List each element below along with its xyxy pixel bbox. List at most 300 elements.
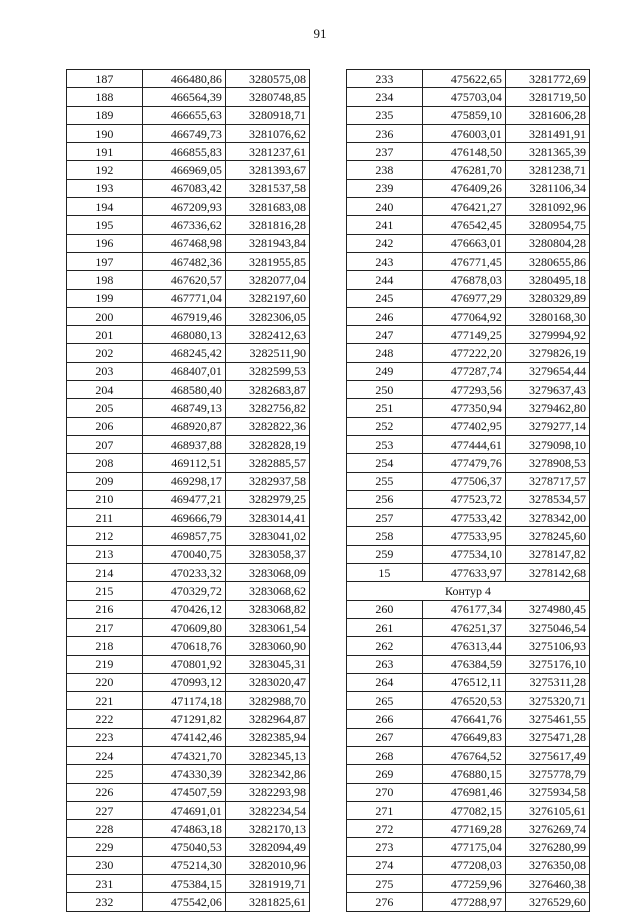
table-row [347,545,590,563]
coord-x: 477444,61 [422,435,505,453]
table-row [67,179,310,197]
coord-x: 477402,95 [422,417,505,435]
table-row [67,509,310,527]
point-number: 272 [347,820,423,838]
point-number: 260 [347,600,423,618]
table-row [347,161,590,179]
point-number: 217 [67,618,143,636]
coord-y: 3276529,60 [505,893,589,911]
coord-y: 3280575,08 [225,70,309,88]
coord-x: 467620,57 [142,271,225,289]
point-number: 198 [67,271,143,289]
coord-x: 475214,30 [142,856,225,874]
table-row [67,143,310,161]
coord-y: 3282094,49 [225,838,309,856]
table-row [347,143,590,161]
table-row [67,710,310,728]
coord-x: 467336,62 [142,216,225,234]
point-number: 267 [347,728,423,746]
table-row [347,801,590,819]
table-row [347,728,590,746]
point-number: 209 [67,472,143,490]
coord-y: 3276350,08 [505,856,589,874]
coord-y: 3280954,75 [505,216,589,234]
coord-y: 3275320,71 [505,692,589,710]
coordinates-table-right [346,69,590,912]
coord-x: 471291,82 [142,710,225,728]
point-number: 254 [347,454,423,472]
coord-x: 477287,74 [422,362,505,380]
point-number: 212 [67,527,143,545]
point-number: 241 [347,216,423,234]
table-row [347,564,590,582]
table-row [347,234,590,252]
point-number: 226 [67,783,143,801]
coord-x: 469298,17 [142,472,225,490]
coord-y: 3275934,58 [505,783,589,801]
table-row [67,893,310,911]
point-number: 201 [67,326,143,344]
table-row [67,856,310,874]
coord-x: 470426,12 [142,600,225,618]
point-number: 193 [67,179,143,197]
table-row [347,399,590,417]
coord-x: 470801,92 [142,655,225,673]
table-row [347,271,590,289]
point-number: 187 [67,70,143,88]
point-number: 247 [347,326,423,344]
coord-y: 3281816,28 [225,216,309,234]
coord-x: 470233,32 [142,564,225,582]
coord-x: 477175,04 [422,838,505,856]
coord-y: 3278142,68 [505,564,589,582]
point-number: 274 [347,856,423,874]
point-number: 239 [347,179,423,197]
table-row [347,875,590,893]
coord-x: 476520,53 [422,692,505,710]
coord-x: 468920,87 [142,417,225,435]
point-number: 221 [67,692,143,710]
point-number: 264 [347,673,423,691]
point-number: 214 [67,564,143,582]
table-row [67,801,310,819]
coord-y: 3282822,36 [225,417,309,435]
coord-y: 3275471,28 [505,728,589,746]
table-row [67,289,310,307]
table-row [67,564,310,582]
coord-x: 470618,76 [142,637,225,655]
point-number: 265 [347,692,423,710]
coord-y: 3282885,57 [225,454,309,472]
coord-x: 475040,53 [142,838,225,856]
point-number: 204 [67,381,143,399]
coord-x: 474142,46 [142,728,225,746]
coord-y: 3278147,82 [505,545,589,563]
point-number: 244 [347,271,423,289]
coord-x: 470993,12 [142,673,225,691]
table-row [67,271,310,289]
coord-y: 3282170,13 [225,820,309,838]
coord-y: 3276269,74 [505,820,589,838]
coord-x: 477169,28 [422,820,505,838]
coord-y: 3276280,99 [505,838,589,856]
coord-y: 3282828,19 [225,435,309,453]
coord-x: 476512,11 [422,673,505,691]
coord-y: 3280804,28 [505,234,589,252]
coord-x: 468749,13 [142,399,225,417]
table-row [347,618,590,636]
coord-x: 476281,70 [422,161,505,179]
point-number: 188 [67,88,143,106]
coord-y: 3283061,54 [225,618,309,636]
coord-y: 3281606,28 [505,106,589,124]
table-row [67,545,310,563]
table-row [347,88,590,106]
coord-y: 3282988,70 [225,692,309,710]
coord-x: 476880,15 [422,765,505,783]
coord-x: 477523,72 [422,490,505,508]
coord-x: 476003,01 [422,124,505,142]
coord-x: 475859,10 [422,106,505,124]
table-row [67,326,310,344]
coord-y: 3281365,39 [505,143,589,161]
point-number: 203 [67,362,143,380]
point-number: 266 [347,710,423,728]
coord-y: 3278717,57 [505,472,589,490]
coord-y: 3279637,43 [505,381,589,399]
coord-x: 466969,05 [142,161,225,179]
point-number: 190 [67,124,143,142]
coord-y: 3279462,80 [505,399,589,417]
coord-y: 3282683,87 [225,381,309,399]
point-number: 232 [67,893,143,911]
coord-y: 3282979,25 [225,490,309,508]
table-row [347,124,590,142]
coord-y: 3281491,91 [505,124,589,142]
coord-y: 3282345,13 [225,746,309,764]
table-row [347,600,590,618]
coord-y: 3281106,34 [505,179,589,197]
coord-y: 3281955,85 [225,252,309,270]
point-number: 256 [347,490,423,508]
coord-x: 474330,39 [142,765,225,783]
page-number: 91 [313,26,327,41]
coord-y: 3282077,04 [225,271,309,289]
coord-y: 3280655,86 [505,252,589,270]
coord-y: 3282010,96 [225,856,309,874]
table-row [67,820,310,838]
coord-y: 3282412,63 [225,326,309,344]
coord-x: 469112,51 [142,454,225,472]
coord-x: 476649,83 [422,728,505,746]
coord-y: 3282756,82 [225,399,309,417]
point-number: 246 [347,307,423,325]
coord-y: 3279654,44 [505,362,589,380]
point-number: 222 [67,710,143,728]
point-number: 202 [67,344,143,362]
point-number: 200 [67,307,143,325]
coord-y: 3281825,61 [225,893,309,911]
point-number: 189 [67,106,143,124]
point-number: 194 [67,198,143,216]
coord-y: 3281393,67 [225,161,309,179]
table-row [67,399,310,417]
coord-y: 3281919,71 [225,875,309,893]
table-row [67,490,310,508]
coord-x: 477149,25 [422,326,505,344]
table-row [347,637,590,655]
coord-y: 3282964,87 [225,710,309,728]
coord-x: 475542,06 [142,893,225,911]
coord-y: 3283068,09 [225,564,309,582]
coord-y: 3275617,49 [505,746,589,764]
table-row [67,692,310,710]
coord-x: 477208,03 [422,856,505,874]
coord-y: 3280495,18 [505,271,589,289]
table-row [347,435,590,453]
coord-y: 3281238,71 [505,161,589,179]
point-number: 269 [347,765,423,783]
contour-title: Контур 4 [347,582,590,600]
table-row [347,454,590,472]
coord-y: 3281683,08 [225,198,309,216]
point-number: 235 [347,106,423,124]
coord-y: 3280918,71 [225,106,309,124]
table-row [347,746,590,764]
table-row [347,70,590,88]
table-row [347,490,590,508]
table-row [347,417,590,435]
coord-y: 3281772,69 [505,70,589,88]
coord-x: 476764,52 [422,746,505,764]
coord-x: 477633,97 [422,564,505,582]
coord-x: 477288,97 [422,893,505,911]
point-number: 223 [67,728,143,746]
point-number: 242 [347,234,423,252]
coordinates-table-left [66,69,310,912]
coord-x: 476542,45 [422,216,505,234]
point-number: 237 [347,143,423,161]
coord-y: 3275106,93 [505,637,589,655]
point-number: 225 [67,765,143,783]
coord-y: 3283020,47 [225,673,309,691]
coord-y: 3283014,41 [225,509,309,527]
coord-y: 3279826,19 [505,344,589,362]
coord-x: 466564,39 [142,88,225,106]
coord-y: 3279277,14 [505,417,589,435]
coord-x: 477533,42 [422,509,505,527]
coord-x: 467209,93 [142,198,225,216]
coord-x: 477506,37 [422,472,505,490]
coord-y: 3282197,60 [225,289,309,307]
point-number: 251 [347,399,423,417]
coord-y: 3278908,53 [505,454,589,472]
coord-y: 3283045,31 [225,655,309,673]
table-row [67,454,310,472]
coord-y: 3281237,61 [225,143,309,161]
coord-x: 475622,65 [422,70,505,88]
table-row [347,692,590,710]
table-row [67,161,310,179]
coord-x: 476771,45 [422,252,505,270]
coord-y: 3280329,89 [505,289,589,307]
point-number: 218 [67,637,143,655]
point-number: 213 [67,545,143,563]
coord-y: 3282234,54 [225,801,309,819]
table-row [67,307,310,325]
coord-x: 476177,34 [422,600,505,618]
table-row [347,106,590,124]
point-number: 230 [67,856,143,874]
table-row [67,838,310,856]
table-row [347,838,590,856]
coord-y: 3280748,85 [225,88,309,106]
coord-y: 3276105,61 [505,801,589,819]
coord-x: 468580,40 [142,381,225,399]
table-row [67,362,310,380]
table-row [347,289,590,307]
coord-y: 3283060,90 [225,637,309,655]
coord-y: 3281092,96 [505,198,589,216]
coord-x: 468245,42 [142,344,225,362]
coord-x: 476878,03 [422,271,505,289]
table-row [67,70,310,88]
coord-x: 476981,46 [422,783,505,801]
coord-x: 466480,86 [142,70,225,88]
table-row [347,673,590,691]
table-row [347,527,590,545]
point-number: 233 [347,70,423,88]
point-number: 271 [347,801,423,819]
point-number: 249 [347,362,423,380]
point-number: 276 [347,893,423,911]
coord-y: 3279994,92 [505,326,589,344]
point-number: 236 [347,124,423,142]
coord-y: 3278534,57 [505,490,589,508]
coord-x: 469666,79 [142,509,225,527]
point-number: 245 [347,289,423,307]
coord-y: 3278245,60 [505,527,589,545]
coord-x: 476313,44 [422,637,505,655]
coord-y: 3283068,82 [225,600,309,618]
coord-x: 469857,75 [142,527,225,545]
table-row [347,655,590,673]
table-row [67,216,310,234]
coord-x: 474863,18 [142,820,225,838]
point-number: 231 [67,875,143,893]
point-number: 263 [347,655,423,673]
coord-x: 476148,50 [422,143,505,161]
table-row [67,198,310,216]
table-row [347,362,590,380]
point-number: 270 [347,783,423,801]
point-number: 273 [347,838,423,856]
coord-y: 3278342,00 [505,509,589,527]
point-number: 258 [347,527,423,545]
coord-x: 477082,15 [422,801,505,819]
table-row [347,856,590,874]
coord-x: 474507,59 [142,783,225,801]
coord-y: 3276460,38 [505,875,589,893]
table-row [67,88,310,106]
coord-x: 477222,20 [422,344,505,362]
coord-y: 3282293,98 [225,783,309,801]
table-row [347,509,590,527]
point-number: 215 [67,582,143,600]
point-number: 206 [67,417,143,435]
coord-x: 466749,73 [142,124,225,142]
coord-y: 3281537,58 [225,179,309,197]
point-number: 248 [347,344,423,362]
table-row [67,673,310,691]
coord-x: 477064,92 [422,307,505,325]
point-number: 197 [67,252,143,270]
table-row [67,344,310,362]
coord-y: 3275311,28 [505,673,589,691]
point-number: 208 [67,454,143,472]
point-number: 253 [347,435,423,453]
coord-x: 470329,72 [142,582,225,600]
table-row [67,582,310,600]
point-number: 234 [347,88,423,106]
table-row [347,381,590,399]
table-row [67,875,310,893]
point-number: 224 [67,746,143,764]
coord-x: 477293,56 [422,381,505,399]
table-row [67,124,310,142]
coord-y: 3275461,55 [505,710,589,728]
coord-x: 476409,26 [422,179,505,197]
coord-y: 3281719,50 [505,88,589,106]
table-row [67,381,310,399]
table-row [347,326,590,344]
coord-x: 476421,27 [422,198,505,216]
table-row [347,765,590,783]
table-row [347,179,590,197]
coord-y: 3279098,10 [505,435,589,453]
contour-header-row [347,582,590,600]
point-number: 261 [347,618,423,636]
coord-x: 466655,63 [142,106,225,124]
point-number: 259 [347,545,423,563]
point-number: 252 [347,417,423,435]
point-number: 199 [67,289,143,307]
coord-y: 3282306,05 [225,307,309,325]
table-row [67,252,310,270]
point-number: 216 [67,600,143,618]
point-number: 243 [347,252,423,270]
table-row [67,234,310,252]
point-number: 250 [347,381,423,399]
point-number: 210 [67,490,143,508]
point-number: 192 [67,161,143,179]
coord-y: 3280168,30 [505,307,589,325]
coord-x: 477350,94 [422,399,505,417]
coord-y: 3275176,10 [505,655,589,673]
coord-x: 476641,76 [422,710,505,728]
coord-x: 468080,13 [142,326,225,344]
table-row [67,600,310,618]
table-row [67,637,310,655]
coord-x: 476384,59 [422,655,505,673]
coord-y: 3283068,62 [225,582,309,600]
coord-x: 474691,01 [142,801,225,819]
table-row [67,527,310,545]
table-row [67,655,310,673]
table-row [67,435,310,453]
point-number: 240 [347,198,423,216]
point-number: 262 [347,637,423,655]
